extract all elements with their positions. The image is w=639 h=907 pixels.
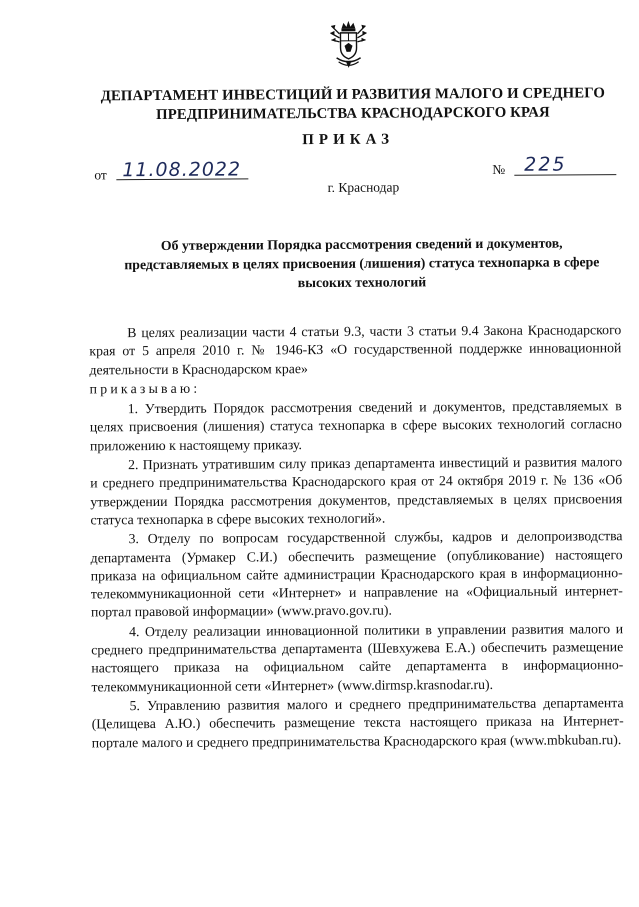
number-prefix: № — [492, 162, 505, 178]
item-2-paragraph: 2. Признать утратившим силу приказ департамента инвестиций и развития малого и среднего предпринимательства Краснодарского края от 24 октября 2019 г. № 136 «Об утверждении Порядка рассмотрения документов, представляемых в целях присвоения статуса технопарка в сфере высоких технологий». — [90, 453, 622, 529]
document-subject: Об утверждении Порядка рассмотрения сведений и документов, представляемых в целях присвоения (лишения) статуса технопарка в сфере высоких технологий — [119, 233, 605, 293]
item-1-paragraph: 1. Утвердить Порядок рассмотрения сведений и документов, представляемых в целях присвоения (лишения) статуса технопарка в сфере высоких технологий согласно приложению к настоящему приказу. — [90, 397, 622, 455]
document-type: ПРИКАЗ — [248, 131, 448, 149]
department-title: ДЕПАРТАМЕНТ ИНВЕСТИЦИЙ И РАЗВИТИЯ МАЛОГО И СРЕДНЕГО ПРЕДПРИНИМАТЕЛЬСТВА КРАСНОДАРСКОГО КРАЯ — [88, 84, 618, 125]
date-prefix: от — [94, 167, 107, 183]
handwritten-number: 225 — [524, 153, 566, 175]
city-label: г. Краснодар — [288, 179, 438, 196]
document-body — [89, 321, 624, 753]
item-3-paragraph: 3. Отделу по вопросам государственной службы, кадров и делопроизводства департамента (Урмакер С.И.) обеспечить размещение (опубликование) настоящего приказа на официальном сайте администрации Краснодарского края в информационно-телекоммуникационной сети «Интернет» и направление на «Официальный интернет-портал правовой информации» (www.pravo.gov.ru). — [90, 527, 623, 622]
krasnodar-coat-of-arms-icon — [328, 20, 368, 70]
handwritten-date: 11.08.2022 — [122, 158, 241, 181]
order-word: приказываю: — [90, 377, 622, 399]
item-5-paragraph: 5. Управлению развития малого и среднего предпринимательства департамента (Целищева А.Ю.) обеспечить размещение текста настоящего приказа на Интернет-портале малого и среднего предпринимательства Краснодарского края (www.mbkuban.ru). — [92, 694, 624, 752]
preamble-paragraph: В целях реализации части 4 статьи 9.3, части 3 статьи 9.4 Закона Краснодарского края от 5 апреля 2010 г. № 1946-КЗ «О государственной поддержке инновационной деятельности в Краснодарском крае» — [89, 321, 621, 379]
item-4-paragraph: 4. Отделу реализации инновационной политики в управлении развития малого и среднего предпринимательства департамента (Шевхужева Е.А.) обеспечить размещение настоящего приказа на официальном сайте департамента в информационно-телекоммуникационной сети «Интернет» (www.dirmsp.krasnodar.ru). — [91, 620, 623, 696]
